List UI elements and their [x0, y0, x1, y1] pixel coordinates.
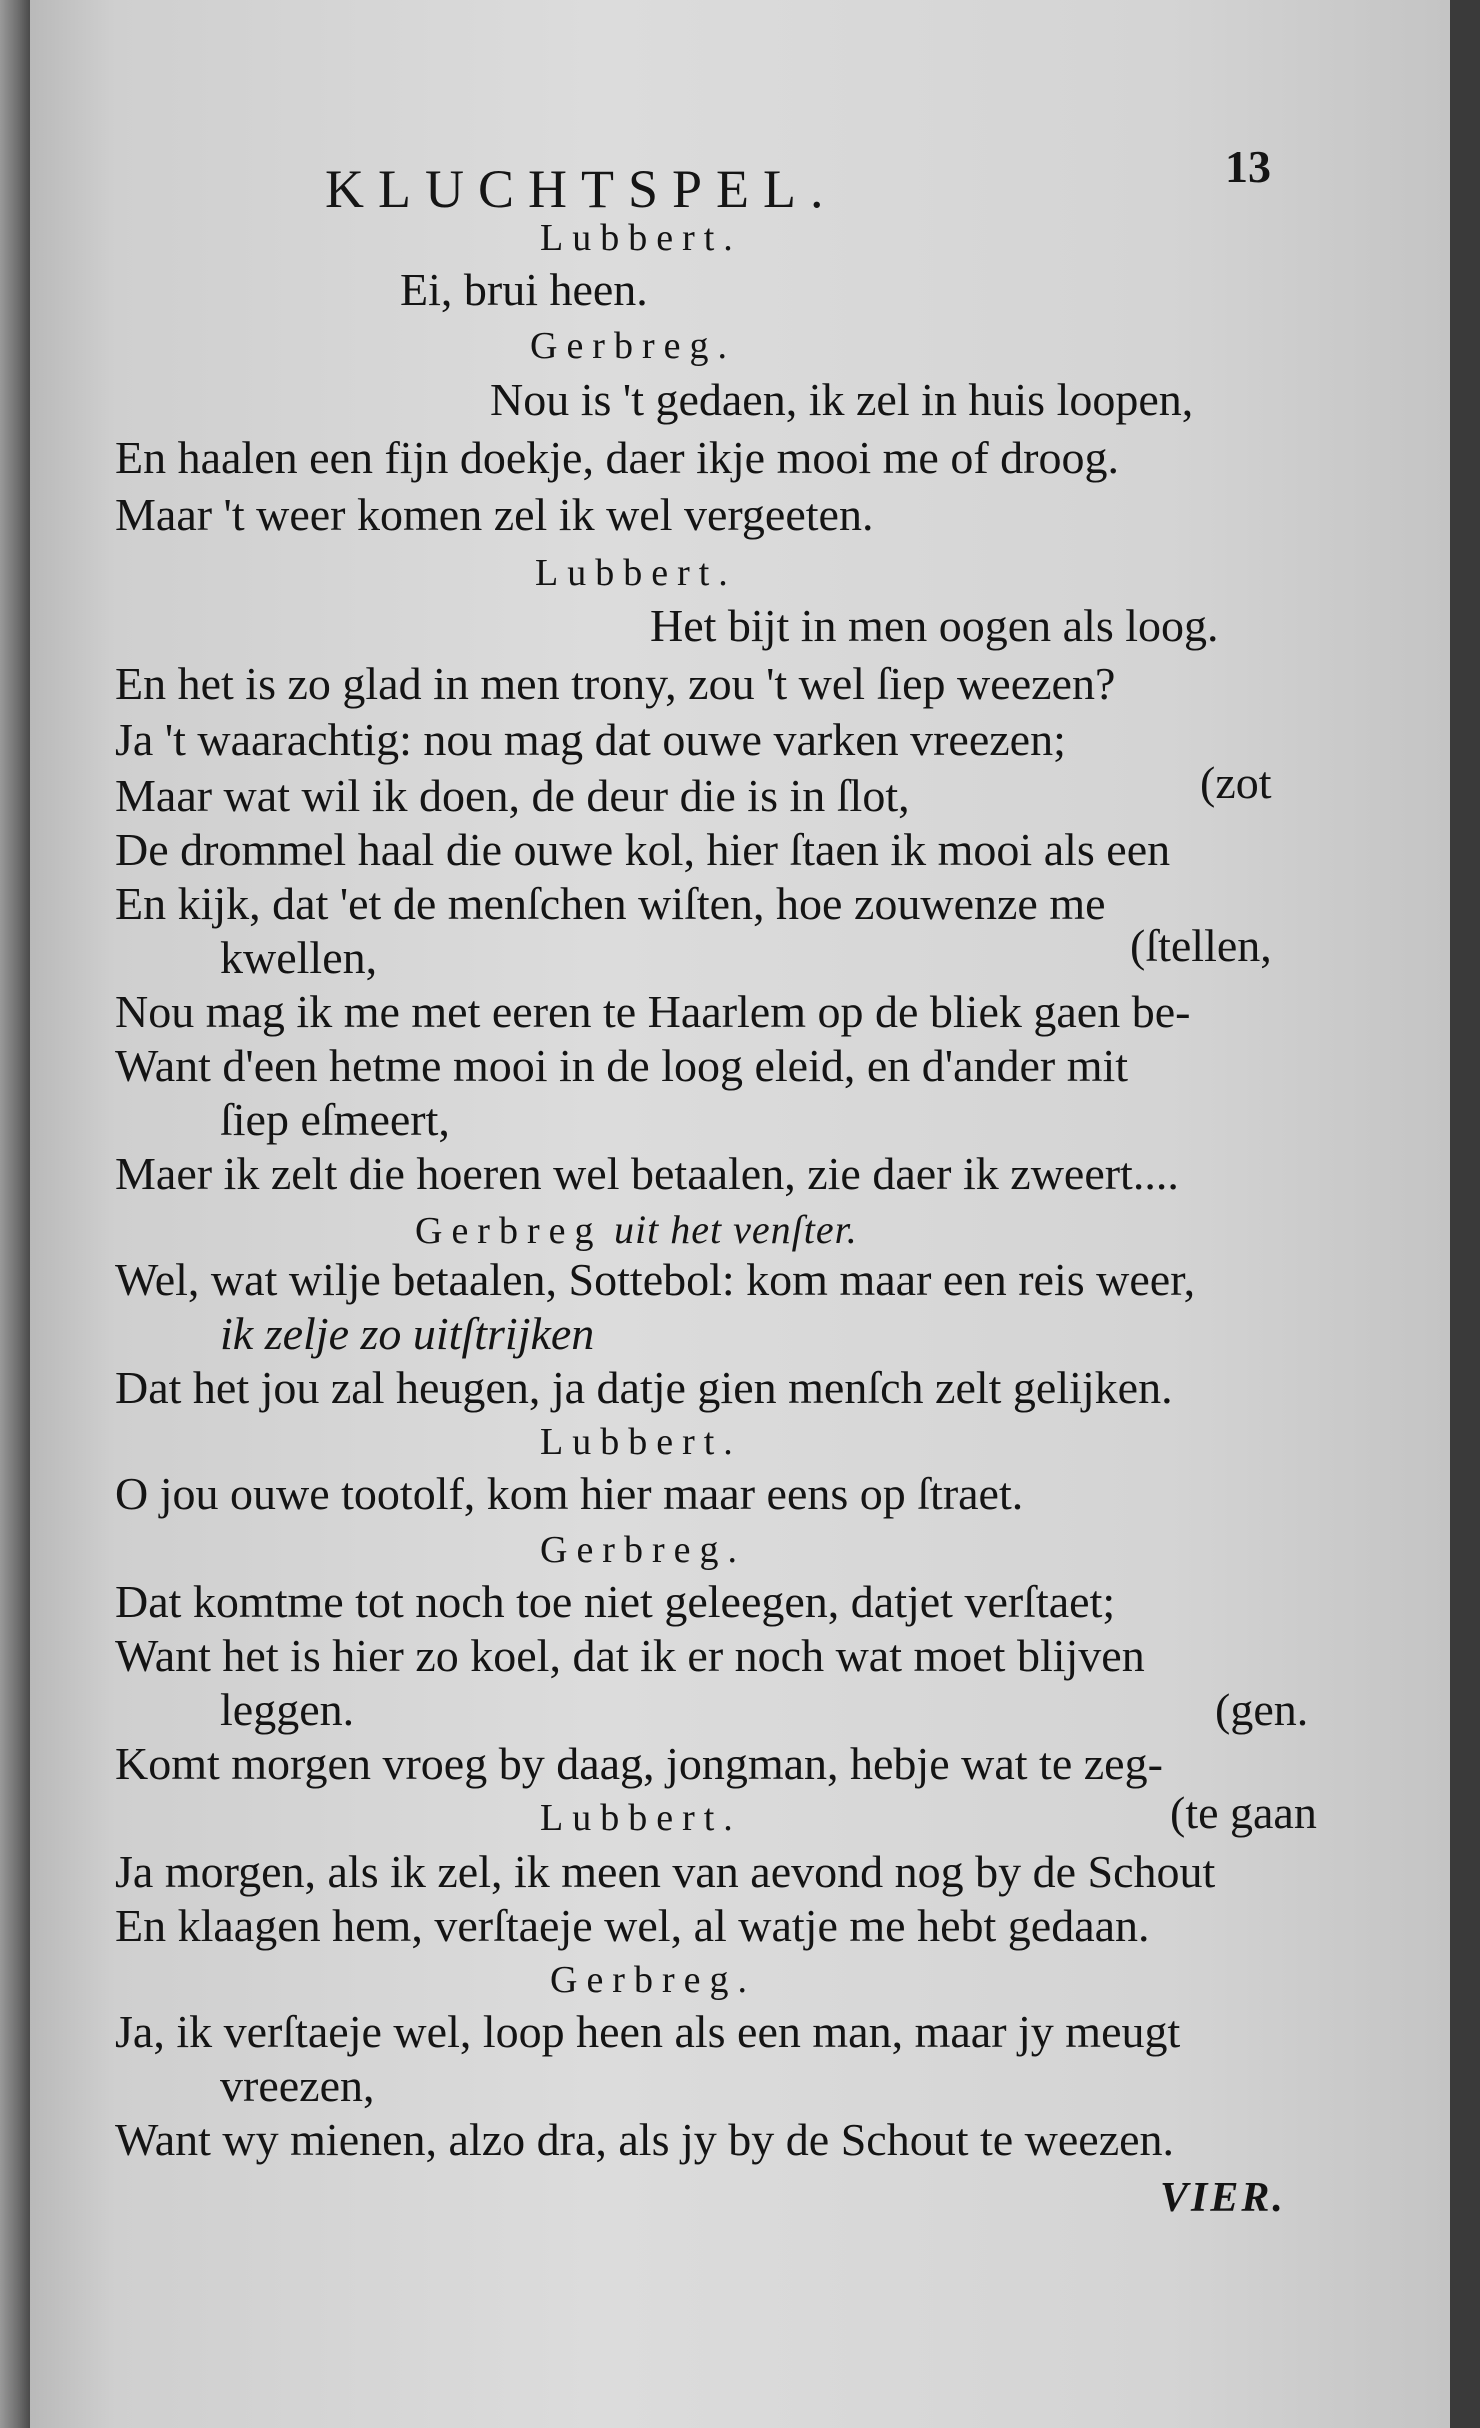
- continuation-line: vreezen,: [220, 2060, 375, 2111]
- play-text: [30, 0, 1450, 2428]
- book-gutter: [0, 0, 30, 2428]
- speaker-heading: Gerbreg.: [530, 325, 736, 367]
- verse-line: O jou ouwe tootolf, kom hier maar eens op ſtraet.: [115, 1468, 1024, 1519]
- turnover-line: (zot: [1200, 757, 1272, 808]
- page-number: 13: [1225, 141, 1271, 192]
- turnover-line: (gen.: [1215, 1684, 1309, 1735]
- verse-line: En haalen een fijn doekje, daer ikje mooi me of droog.: [115, 432, 1119, 483]
- speaker-heading: Lubbert.: [535, 552, 737, 594]
- verse-line: De drommel haal die ouwe kol, hier ſtaen ik mooi als een: [115, 824, 1171, 875]
- speaker-heading: Gerbreg.: [550, 1959, 756, 2001]
- speaker-heading: Lubbert.: [540, 1797, 742, 1839]
- verse-line: En kijk, dat 'et de menſchen wiſten, hoe zouwenze me: [115, 878, 1106, 929]
- speaker-heading: Lubbert.: [540, 217, 742, 259]
- continuation-line: ſiep eſmeert,: [220, 1094, 450, 1145]
- continuation-line: kwellen,: [220, 932, 378, 983]
- continuation-line: leggen.: [220, 1684, 355, 1735]
- verse-line: Nou is 't gedaen, ik zel in huis loopen,: [490, 374, 1194, 425]
- continuation-line: ik zelje zo uitſtrijken: [220, 1308, 595, 1359]
- verse-line: Maar 't weer komen zel ik wel vergeeten.: [115, 489, 874, 540]
- verse-line: Want het is hier zo koel, dat ik er noch wat moet blijven: [115, 1630, 1145, 1681]
- verse-line: En het is zo glad in men trony, zou 't wel ſiep weezen?: [115, 658, 1116, 709]
- speaker-name: Gerbreg: [415, 1210, 603, 1252]
- verse-line: Komt morgen vroeg by daag, jongman, hebje wat te zeg-: [115, 1738, 1163, 1789]
- verse-line: En klaagen hem, verſtaeje wel, al watje me hebt gedaan.: [115, 1900, 1150, 1951]
- turnover-line: (ſtellen,: [1130, 920, 1272, 971]
- verse-line: Het bijt in men oogen als loog.: [650, 600, 1219, 651]
- verse-line: Ja morgen, als ik zel, ik meen van aevond nog by de Schout: [115, 1846, 1216, 1897]
- verse-line: Wel, wat wilje betaalen, Sottebol: kom maar een reis weer,: [115, 1254, 1196, 1305]
- verse-line: Dat komtme tot noch toe niet geleegen, datjet verſtaet;: [115, 1576, 1116, 1627]
- verse-line: Maar wat wil ik doen, de deur die is in ſlot,: [115, 770, 910, 821]
- book-page: [30, 0, 1450, 2428]
- verse-line: Want wy mienen, alzo dra, als jy by de Schout te weezen.: [115, 2114, 1175, 2165]
- verse-line: Maer ik zelt die hoeren wel betaalen, zie daer ik zweert....: [115, 1148, 1179, 1199]
- verse-line: Dat het jou zal heugen, ja datje gien menſch zelt gelijken.: [115, 1362, 1173, 1413]
- stage-direction: uit het venſter.: [613, 1207, 858, 1252]
- verse-line: Nou mag ik me met eeren te Haarlem op de bliek gaen be-: [115, 986, 1191, 1037]
- verse-line: Ja, ik verſtaeje wel, loop heen als een man, maar jy meugt: [115, 2006, 1181, 2057]
- verse-line: Ja 't waarachtig: nou mag dat ouwe varken vreezen;: [115, 714, 1066, 765]
- speaker-heading: Lubbert.: [540, 1421, 742, 1463]
- catchword: VIER.: [1160, 2175, 1286, 2221]
- speaker-direction: [415, 1200, 858, 1259]
- running-title: KLUCHTSPEL.: [325, 159, 838, 219]
- verse-line: Want d'een hetme mooi in de loog eleid, en d'ander mit: [115, 1040, 1129, 1091]
- verse-line: Ei, brui heen.: [400, 264, 648, 315]
- speaker-heading: Gerbreg.: [540, 1529, 746, 1571]
- turnover-line: (te gaan: [1170, 1787, 1317, 1838]
